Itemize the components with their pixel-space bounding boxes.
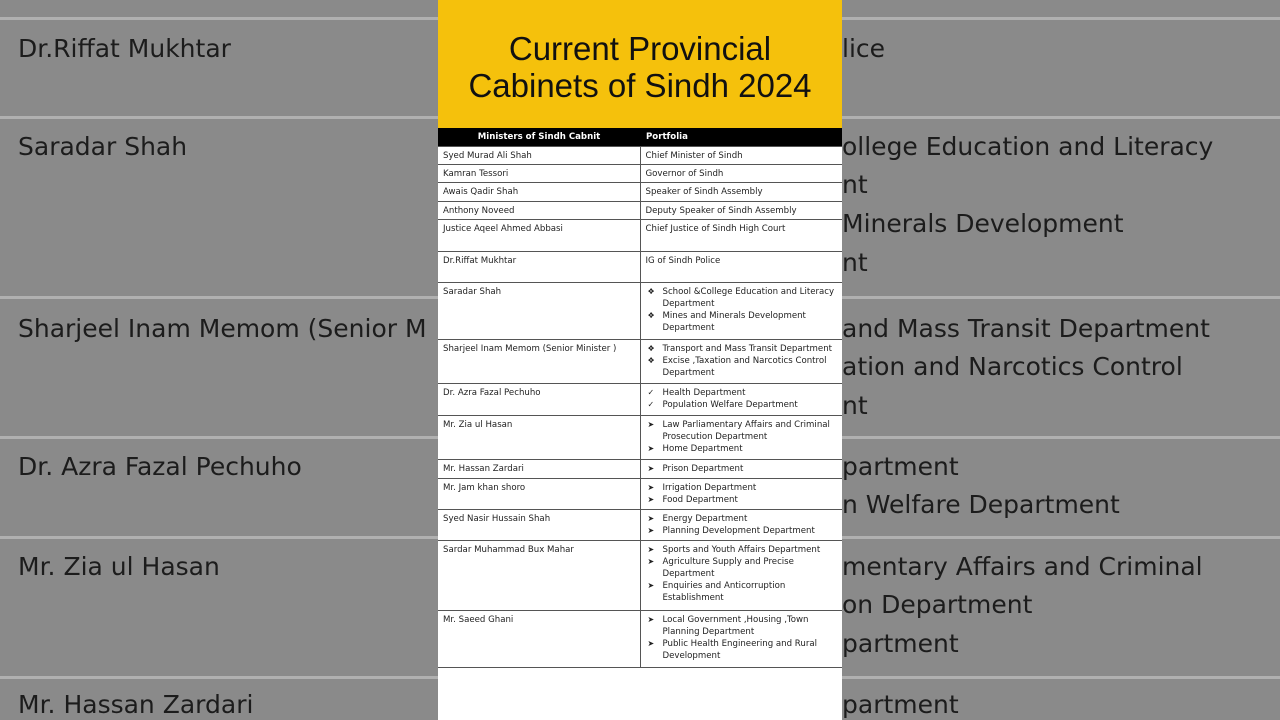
portfolio-item bbox=[646, 419, 838, 443]
portfolio-text: Enquiries and Anticorruption Establishment bbox=[662, 580, 786, 603]
bg-name: Dr.Riffat Mukhtar bbox=[18, 34, 231, 63]
bullet-icon: ➤ bbox=[647, 638, 655, 648]
title-line-1: Current Provincial bbox=[508, 30, 772, 67]
minister-name: Justice Aqeel Ahmed Abbasi bbox=[438, 219, 640, 251]
portfolio-cell bbox=[640, 415, 842, 459]
portfolio-item bbox=[646, 463, 838, 475]
table-header-row bbox=[438, 128, 842, 146]
table-row bbox=[438, 339, 842, 383]
portfolio-item bbox=[646, 387, 838, 399]
portfolio-cell: Deputy Speaker of Sindh Assembly bbox=[640, 201, 842, 219]
portfolio-text: Local Government ,Housing ,Town Planning Department bbox=[662, 614, 809, 637]
portfolio-text: Law Parliamentary Affairs and Criminal Prosecution Department bbox=[662, 419, 830, 442]
portfolio-cell bbox=[640, 540, 842, 610]
portfolio-item bbox=[646, 513, 838, 525]
portfolio-item bbox=[646, 310, 838, 334]
portfolio-cell bbox=[640, 478, 842, 509]
bullet-icon: ➤ bbox=[647, 463, 655, 473]
bg-portfolio: partment bbox=[842, 690, 959, 719]
portfolio-text: Agriculture Supply and Precise Department bbox=[662, 556, 794, 579]
minister-name: Mr. Saeed Ghani bbox=[438, 610, 640, 667]
bullet-icon: ➤ bbox=[647, 556, 655, 566]
bg-name: Dr. Azra Fazal Pechuho bbox=[18, 452, 302, 481]
bg-portfolio: nt bbox=[842, 248, 868, 277]
portfolio-text: Planning Development Department bbox=[662, 525, 815, 536]
table-row bbox=[438, 201, 842, 219]
portfolio-item bbox=[646, 355, 838, 379]
portfolio-item bbox=[646, 638, 838, 662]
portfolio-cell: IG of Sindh Police bbox=[640, 251, 842, 282]
minister-name: Dr. Azra Fazal Pechuho bbox=[438, 383, 640, 415]
portfolio-cell bbox=[640, 459, 842, 478]
cabinet-table bbox=[438, 128, 842, 668]
title-line-2: Cabinets of Sindh 2024 bbox=[468, 67, 812, 104]
bullet-icon: ✓ bbox=[647, 387, 655, 397]
bg-portfolio: ation and Narcotics Control bbox=[842, 352, 1183, 381]
bullet-icon: ❖ bbox=[647, 286, 655, 296]
portfolio-text: Public Health Engineering and Rural Development bbox=[662, 638, 818, 661]
minister-name: Sardar Muhammad Bux Mahar bbox=[438, 540, 640, 610]
portfolio-text: Energy Department bbox=[662, 513, 748, 524]
portfolio-list bbox=[646, 419, 838, 455]
table-row bbox=[438, 415, 842, 459]
portfolio-list bbox=[646, 614, 838, 662]
bullet-icon: ❖ bbox=[647, 355, 655, 365]
portfolio-item bbox=[646, 614, 838, 638]
bullet-icon: ➤ bbox=[647, 443, 655, 453]
table-row bbox=[438, 164, 842, 182]
bg-portfolio: ollege Education and Literacy bbox=[842, 132, 1214, 161]
title-banner bbox=[438, 0, 842, 128]
portfolio-item bbox=[646, 544, 838, 556]
portfolio-list bbox=[646, 482, 838, 506]
portfolio-text: Sports and Youth Affairs Department bbox=[662, 544, 821, 555]
bg-name: Mr. Hassan Zardari bbox=[18, 690, 254, 719]
bullet-icon: ➤ bbox=[647, 544, 655, 554]
table-row bbox=[438, 509, 842, 540]
table-row bbox=[438, 251, 842, 282]
table-row bbox=[438, 146, 842, 164]
portfolio-text: Prison Department bbox=[662, 463, 744, 474]
portfolio-text: Health Department bbox=[662, 387, 746, 398]
portfolio-cell bbox=[640, 610, 842, 667]
table-row bbox=[438, 383, 842, 415]
table-row bbox=[438, 282, 842, 339]
bullet-icon: ➤ bbox=[647, 513, 655, 523]
bullet-icon: ❖ bbox=[647, 343, 655, 353]
portfolio-item bbox=[646, 482, 838, 494]
bg-portfolio: lice bbox=[842, 34, 886, 63]
page-title bbox=[468, 24, 811, 104]
portfolio-list bbox=[646, 343, 838, 379]
portfolio-cell bbox=[640, 282, 842, 339]
bullet-icon: ➤ bbox=[647, 525, 655, 535]
portfolio-text: Irrigation Department bbox=[662, 482, 757, 493]
portfolio-item bbox=[646, 286, 838, 310]
bullet-icon: ➤ bbox=[647, 580, 655, 590]
portfolio-text: School &College Education and Literacy Department bbox=[662, 286, 835, 309]
portfolio-item bbox=[646, 494, 838, 506]
portfolio-cell: Governor of Sindh bbox=[640, 164, 842, 182]
bullet-icon: ➤ bbox=[647, 614, 655, 624]
portfolio-text: Transport and Mass Transit Department bbox=[662, 343, 833, 354]
portfolio-list bbox=[646, 544, 838, 604]
bg-portfolio: mentary Affairs and Criminal bbox=[842, 552, 1203, 581]
bullet-icon: ➤ bbox=[647, 494, 655, 504]
portfolio-text: Food Department bbox=[662, 494, 738, 505]
portfolio-cell: Chief Minister of Sindh bbox=[640, 146, 842, 164]
bullet-icon: ➤ bbox=[647, 419, 655, 429]
table-row bbox=[438, 219, 842, 251]
portfolio-cell bbox=[640, 383, 842, 415]
bullet-icon: ❖ bbox=[647, 310, 655, 320]
table-row bbox=[438, 610, 842, 667]
table-row bbox=[438, 478, 842, 509]
minister-name: Sharjeel Inam Memom (Senior Minister ) bbox=[438, 339, 640, 383]
bg-name: Saradar Shah bbox=[18, 132, 188, 161]
bg-portfolio: Minerals Development bbox=[842, 209, 1124, 238]
minister-name: Mr. Zia ul Hasan bbox=[438, 415, 640, 459]
minister-name: Syed Murad Ali Shah bbox=[438, 146, 640, 164]
bg-name: Mr. Zia ul Hasan bbox=[18, 552, 220, 581]
bg-portfolio: partment bbox=[842, 629, 959, 658]
minister-name: Mr. Hassan Zardari bbox=[438, 459, 640, 478]
header-portfolio: Portfolia bbox=[640, 128, 842, 146]
bg-portfolio: nt bbox=[842, 170, 868, 199]
minister-name: Anthony Noveed bbox=[438, 201, 640, 219]
bg-portfolio: and Mass Transit Department bbox=[842, 314, 1210, 343]
portfolio-cell: Chief Justice of Sindh High Court bbox=[640, 219, 842, 251]
minister-name: Kamran Tessori bbox=[438, 164, 640, 182]
portfolio-list bbox=[646, 463, 838, 475]
portfolio-text: Home Department bbox=[662, 443, 743, 454]
bg-portfolio: partment bbox=[842, 452, 959, 481]
portfolio-item bbox=[646, 399, 838, 411]
portfolio-cell bbox=[640, 509, 842, 540]
portfolio-list bbox=[646, 286, 838, 334]
portfolio-text: Population Welfare Department bbox=[662, 399, 798, 410]
minister-name: Mr. Jam khan shoro bbox=[438, 478, 640, 509]
portfolio-item bbox=[646, 443, 838, 455]
bg-portfolio: on Department bbox=[842, 590, 1033, 619]
bullet-icon: ➤ bbox=[647, 482, 655, 492]
portfolio-list bbox=[646, 513, 838, 537]
portfolio-text: Mines and Minerals Development Department bbox=[662, 310, 806, 333]
table-row bbox=[438, 459, 842, 478]
portfolio-item bbox=[646, 525, 838, 537]
minister-name: Awais Qadir Shah bbox=[438, 182, 640, 201]
minister-name: Dr.Riffat Mukhtar bbox=[438, 251, 640, 282]
minister-name: Saradar Shah bbox=[438, 282, 640, 339]
table-row bbox=[438, 540, 842, 610]
portfolio-cell: Speaker of Sindh Assembly bbox=[640, 182, 842, 201]
header-ministers: Ministers of Sindh Cabnit bbox=[438, 128, 640, 146]
portfolio-cell bbox=[640, 339, 842, 383]
portfolio-item bbox=[646, 556, 838, 580]
portfolio-item bbox=[646, 343, 838, 355]
minister-name: Syed Nasir Hussain Shah bbox=[438, 509, 640, 540]
bg-portfolio: nt bbox=[842, 391, 868, 420]
portfolio-list bbox=[646, 387, 838, 411]
cabinet-panel bbox=[438, 0, 842, 720]
table-row bbox=[438, 182, 842, 201]
bg-name: Sharjeel Inam Memom (Senior M bbox=[18, 314, 427, 343]
bg-portfolio: n Welfare Department bbox=[842, 490, 1120, 519]
portfolio-text: Excise ,Taxation and Narcotics Control Department bbox=[662, 355, 827, 378]
portfolio-item bbox=[646, 580, 838, 604]
bullet-icon: ✓ bbox=[647, 399, 655, 409]
